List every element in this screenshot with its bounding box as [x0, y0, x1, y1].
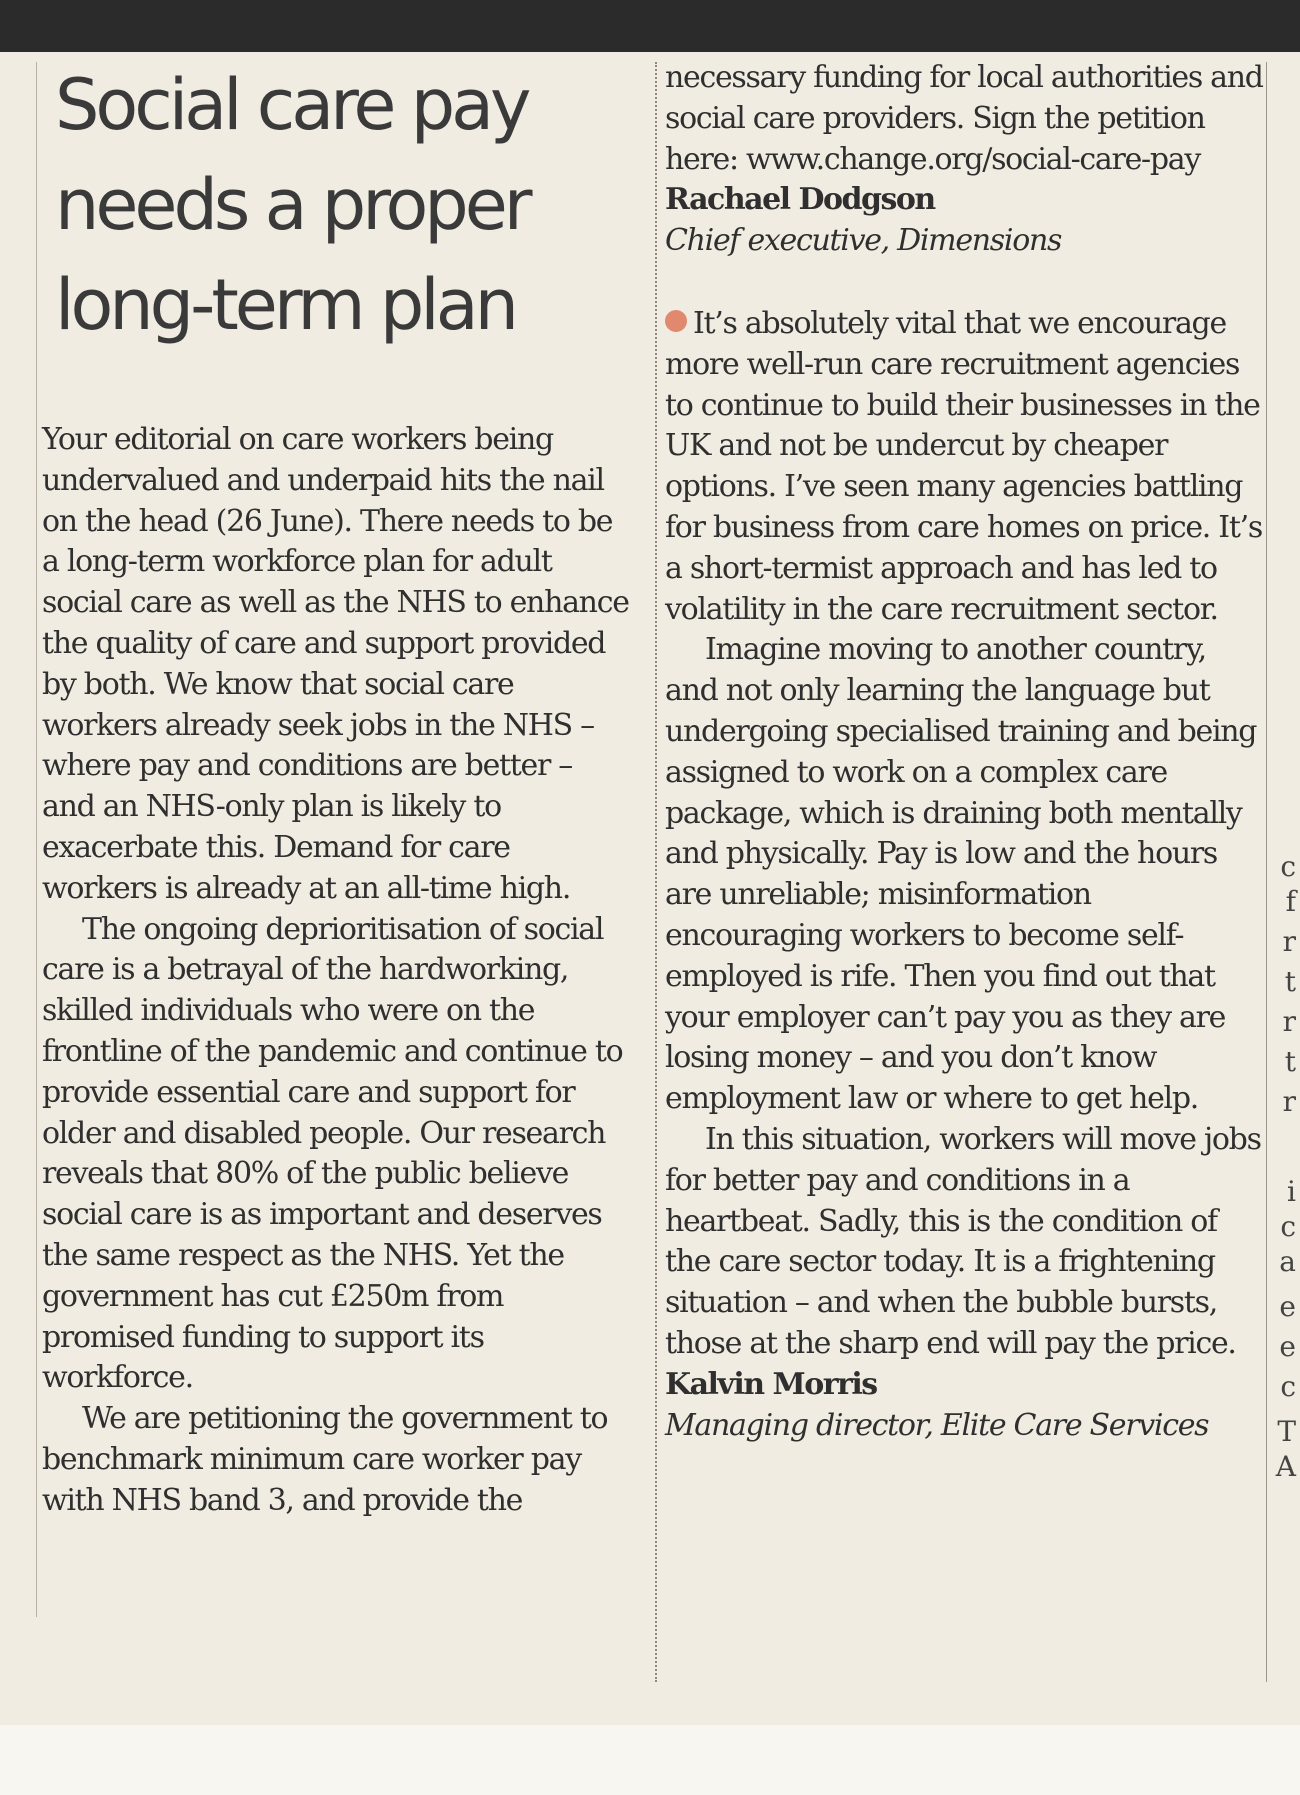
edge-letter-fragment: f [1285, 885, 1296, 918]
letter1-paragraph: The ongoing deprioritisation of social care is a betrayal of the hardworking, skilled individuals who were on the frontline of the pandemic and continue to provide essential care and support for older and disabled people. Our research reveals that 80% of the public believe social care is as important and deserves the same respect as the NHS. Yet the government has cut £250m from promised funding to support its workforce. [42, 911, 623, 1396]
bullet-dot-icon [665, 310, 687, 332]
headline: Social care pay needs a proper long-term plan [55, 64, 529, 346]
letter1-author: Rachael Dodgson [665, 182, 935, 218]
edge-letter-fragment: e [1279, 1290, 1296, 1323]
edge-letter-fragment: r [1282, 1085, 1296, 1118]
letter1-paragraph-petition: We are petitioning the government to benchmark minimum care worker pay with NHS band 3, and provide the [42, 1401, 608, 1518]
edge-letter-fragment: T [1277, 1415, 1296, 1448]
adjacent-column-fragments [1270, 0, 1300, 1795]
edge-letter-fragment: t [1284, 965, 1296, 998]
letter2-paragraph: In this situation, workers will move jobs for better pay and conditions in a heartbeat. Sadly, this is the condition of the care sector today. It is a frightening situation – and when the bubble bursts, those at the sharp end will pay the price. [665, 1121, 1261, 1361]
letter1-author-role: Chief executive, Dimensions [665, 223, 1062, 259]
edge-letter-fragment: e [1279, 1330, 1296, 1363]
edge-letter-fragment: c [1280, 850, 1296, 883]
letter1-paragraph: Your editorial on care workers being undervalued and underpaid hits the nail on the head (26 June). There needs to be a long-term workforce plan for adult social care as well as the NHS to enhance the quality of care and support provided by both. We know that social care workers already seek jobs in the NHS – where pay and conditions are better – and an NHS-only plan is likely to exacerbate this. Demand for care workers is already at an all-time high. [42, 422, 629, 906]
letter-column-right [665, 58, 1265, 1446]
edge-letter-fragment: a [1279, 1245, 1296, 1278]
edge-letter-fragment: A [1275, 1450, 1296, 1483]
edge-letter-fragment: c [1280, 1370, 1296, 1403]
scan-dark-border [0, 0, 1300, 52]
edge-letter-fragment: t [1284, 1045, 1296, 1078]
letter1-continuation: necessary funding for local authorities and social care providers. Sign the petition here: www.change.org/social-care-pay [665, 60, 1263, 177]
right-column-rule [1266, 62, 1267, 1682]
letter-column-left [42, 420, 632, 1522]
edge-letter-fragment: i [1287, 1175, 1296, 1208]
page-bottom-margin [0, 1725, 1300, 1795]
edge-letter-fragment: c [1280, 1210, 1296, 1243]
letter2-author: Kalvin Morris [665, 1366, 877, 1402]
letter2-paragraph: It’s absolutely vital that we encourage more well-run care recruitment agencies to continue to build their businesses in the UK and not be undercut by cheaper options. I’ve seen many agencies battling for business from care homes on price. It’s a short-termist approach and has led to volatility in the care recruitment sector. [665, 305, 1262, 627]
edge-letter-fragment: r [1282, 925, 1296, 958]
letter2-author-role: Managing director, Elite Care Services [665, 1407, 1209, 1443]
left-column-rule [36, 62, 37, 1617]
edge-letter-fragment: r [1282, 1005, 1296, 1038]
letter2-paragraph: Imagine moving to another country, and not only learning the language but undergoing specialised training and being assigned to work on a complex care package, which is draining both mentally and physically. Pay is low and the hours are unreliable; misinformation encouraging workers to become self-employed is rife. Then you find out that your employer can’t pay you as they are losing money – and you don’t know employment law or where to get help. [665, 632, 1257, 1117]
column-divider-dotted [655, 62, 657, 1682]
